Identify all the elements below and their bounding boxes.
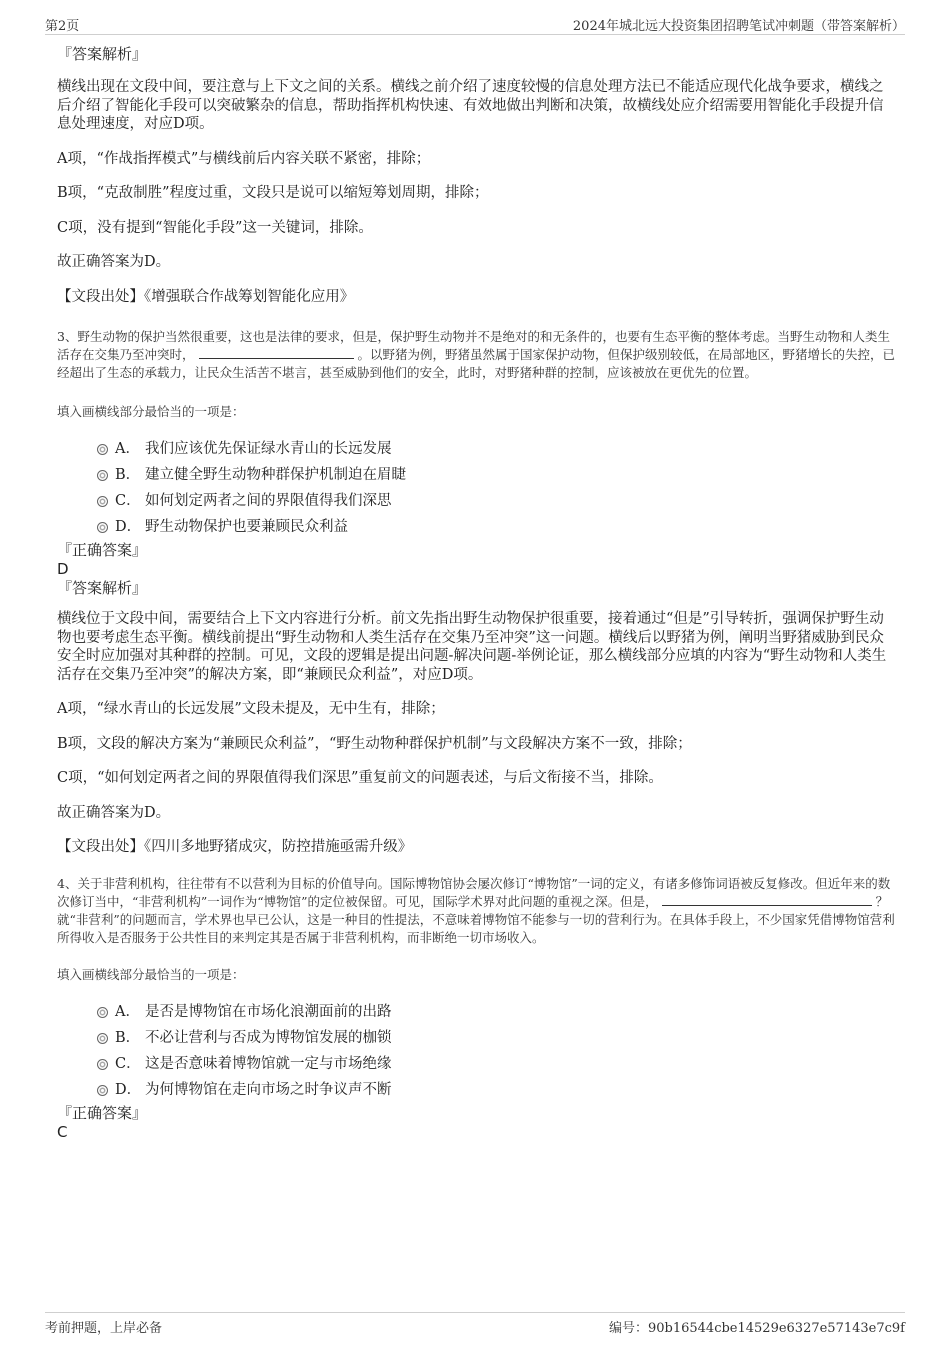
q3-option-d[interactable]: D． 野生动物保护也要兼顾民众利益 (57, 514, 897, 540)
page-number: 第2页 (45, 19, 80, 34)
q4-option-c[interactable]: C． 这是否意味着博物馆就一定与市场绝缘 (57, 1051, 897, 1077)
radio-icon[interactable] (97, 1085, 108, 1096)
document-title: 2024年城北远大投资集团招聘笔试冲刺题（带答案解析） (572, 19, 905, 34)
q2-analysis-a: A项，“作战指挥模式”与横线前后内容关联不紧密，排除； (57, 150, 431, 167)
q4-prompt: 填入画横线部分最恰当的一项是： (57, 966, 245, 982)
q3-analysis: 横线位于文段中间，需要结合上下文内容进行分析。前文先指出野生动物保护很重要，接着通过“但是”引导转折，强调保护野生动物也要考虑生态平衡。横线前提出“野生动物和人类生活存在交集乃至冲突”这一问题。横线后以野猪为例，阐明当野猪威胁到民众安全时应加强对其种群的控制。可见，文段的逻辑是提出问题-解决问题-举例论证，那么横线部分应填的内容为“野生动物和人类生活存在交集乃至冲突”的解决方案，即“兼顾民众利益”，对应D项。 (57, 611, 887, 683)
q4-option-d[interactable]: D． 为何博物馆在走向市场之时争议声不断 (57, 1077, 897, 1103)
q2-analysis: 横线出现在文段中间，要注意与上下文之间的关系。横线之前介绍了速度较慢的信息处理方法已不能适应现代化战争要求，横线之后介绍了智能化手段可以突破繁杂的信息，帮助指挥机构快速、有效地做出判断和决策，故横线处应介绍需要用智能化手段提升信息处理速度，对应D项。 (57, 79, 884, 132)
q3-prompt: 填入画横线部分最恰当的一项是： (57, 404, 245, 419)
q4-answer-label: 『正确答案』 (57, 1103, 148, 1122)
radio-icon[interactable] (97, 496, 108, 507)
radio-icon[interactable] (97, 1059, 108, 1070)
q4-answer: C (57, 1122, 68, 1141)
q3-answer: D (57, 560, 69, 578)
q4-option-b[interactable]: B． 不必让营利与否成为博物馆发展的枷锁 (57, 1025, 897, 1051)
document-body (57, 44, 897, 1141)
radio-icon[interactable] (97, 1007, 108, 1018)
radio-icon[interactable] (97, 1033, 108, 1044)
q4-stem: 4、关于非营利机构，往往带有不以营利为目标的价值导向。国际博物馆协会屡次修订“博物馆”一词的定义，有诸多修饰词语被反复修改。但近年来的数次修订当中，“非营利机构”一词作为“博物馆”的定位被保留。可见，国际学术界对此问题的重视之深。但是， ？就“非营利”的问题而言，学术界也早已公认，这是一种目的性提法，不意味着博物馆不能参与一切的营利行为。在具体手段上，不少国家凭借博物馆营利所得收入是否服务于公共性目的来判定其是否属于非营利机构，而非断绝一切市场收入。 (57, 875, 895, 945)
q4-blank (662, 893, 872, 906)
q2-analysis-c: C项，没有提到“智能化手段”这一关键词，排除。 (57, 219, 373, 236)
q2-source: 【文段出处】《增强联合作战筹划智能化应用》 (57, 288, 355, 305)
document-code: 编号：90b16544cbe14529e6327e57143e7c9f (608, 1321, 905, 1336)
q3-option-c[interactable]: C． 如何划定两者之间的界限值得我们深思 (57, 488, 897, 514)
q3-answer-label: 『正确答案』 (57, 541, 148, 559)
radio-icon[interactable] (97, 522, 108, 533)
radio-icon[interactable] (97, 470, 108, 481)
q3-analysis-a: A项，“绿水青山的长远发展”文段未提及，无中生有，排除； (57, 701, 445, 717)
page-header (45, 12, 905, 35)
q3-stem: 3、野生动物的保护当然很重要，这也是法律的要求，但是，保护野生动物并不是绝对的和无条件的，也要有生态平衡的整体考虑。当野生动物和人类生活存在交集乃至冲突时， 。以野猪为例，野猪虽然属于国家保护动物，但保护级别较低，在局部地区，野猪增长的失控，已经超出了生态的承载力，让民众生活苦不堪言，甚至威胁到他们的安全，此时，对野猪种群的控制，应该被放在更优先的位置。 (57, 329, 896, 380)
q3-option-b[interactable]: B． 建立健全野生动物种群保护机制迫在眉睫 (57, 462, 897, 488)
q3-option-a[interactable]: A． 我们应该优先保证绿水青山的长远发展 (57, 436, 897, 462)
q3-source: 【文段出处】《四川多地野猪成灾，防控措施亟需升级》 (57, 839, 413, 855)
q2-analysis-b: B项，“克敌制胜”程度过重，文段只是说可以缩短筹划周期，排除； (57, 185, 489, 201)
footer-slogan: 考前押题，上岸必备 (45, 1321, 163, 1336)
q3-analysis-label: 『答案解析』 (57, 579, 148, 597)
page-footer (45, 1312, 905, 1335)
q4-option-a[interactable]: A． 是否是博物馆在市场化浪潮面前的出路 (57, 999, 897, 1025)
q3-conclusion: 故正确答案为D。 (57, 804, 171, 821)
q3-blank (199, 346, 354, 359)
q2-conclusion: 故正确答案为D。 (57, 254, 171, 270)
q3-analysis-c: C项，“如何划定两者之间的界限值得我们深思”重复前文的问题表述，与后文衔接不当，排除。 (57, 770, 663, 786)
radio-icon[interactable] (97, 444, 108, 455)
q2-analysis-label: 『答案解析』 (57, 45, 148, 63)
q3-analysis-b: B项，文段的解决方案为“兼顾民众利益”，“野生动物种群保护机制”与文段解决方案不一致，排除； (57, 735, 692, 752)
